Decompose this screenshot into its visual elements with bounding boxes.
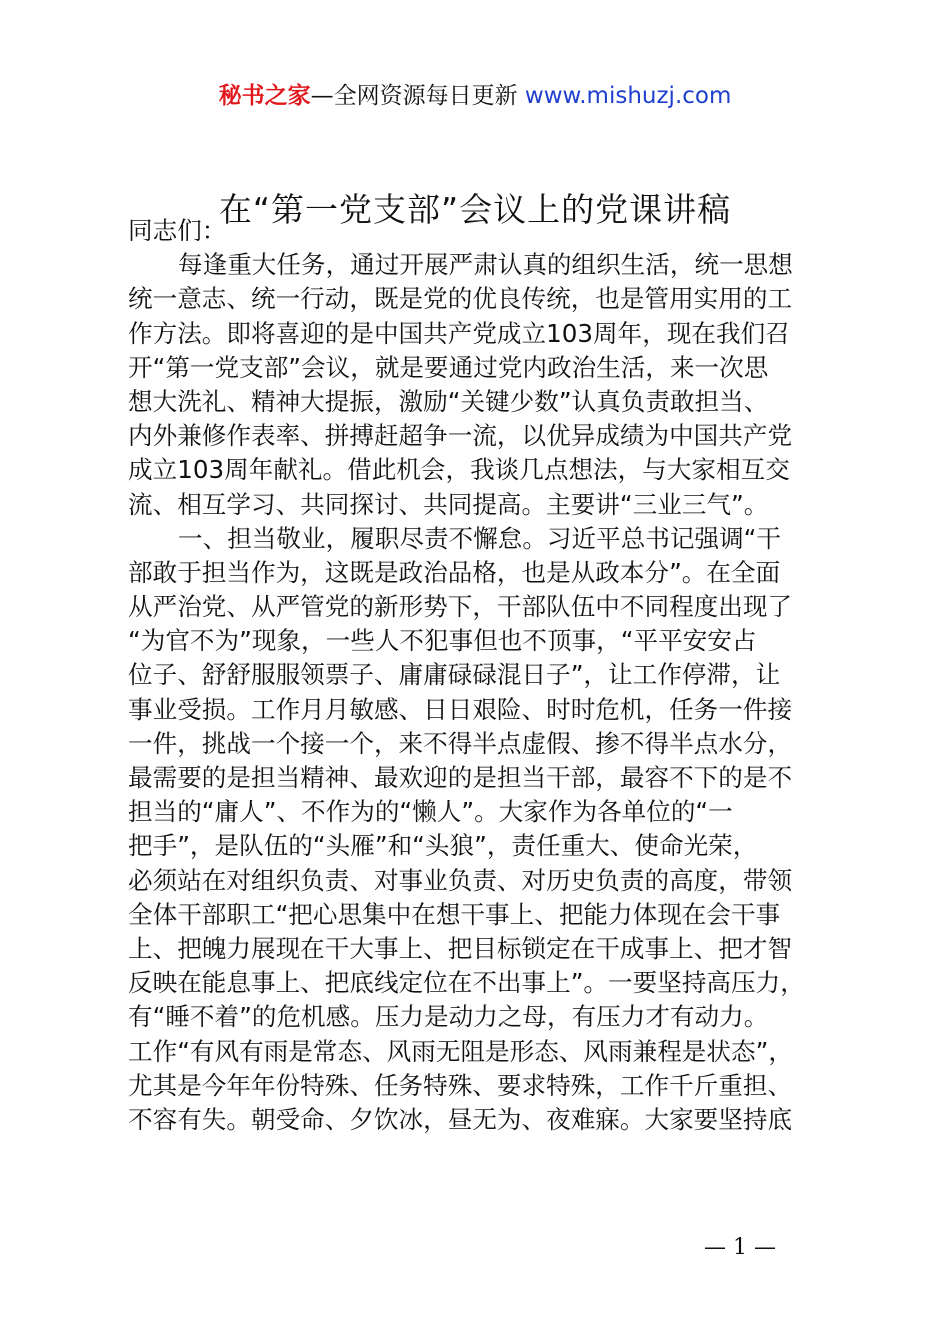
paragraph-line: 每逢重大任务，通过开展严肃认真的组织生活，统一思想 bbox=[178, 250, 793, 280]
salutation: 同志们： bbox=[128, 216, 227, 245]
site-brand: 秘书之家 bbox=[218, 83, 311, 109]
document-title: 在“第一党支部”会议上的党课讲稿 bbox=[218, 190, 732, 229]
paragraph-line: 不容有失。朝受命、夕饮冰，昼无为、夜难寐。大家要坚持底 bbox=[128, 1104, 793, 1134]
site-tagline: —全网资源每日更新 bbox=[310, 83, 525, 109]
paragraph-line: 事业受损。工作月月敏感、日日艰险、时时危机，任务一件接 bbox=[128, 694, 793, 724]
paragraph-line: 必须站在对组织负责、对事业负责、对历史负责的高度，带领 bbox=[128, 865, 793, 895]
paragraph-line: 从严治党、从严管党的新形势下，干部队伍中不同程度出现了 bbox=[128, 592, 793, 622]
paragraph-line: 上、把魄力展现在干大事上、把目标锁定在干成事上、把才智 bbox=[128, 933, 793, 963]
sub-point-heading: 一要坚持高压力， bbox=[608, 968, 805, 998]
paragraph-line: 有“睡不着”的危机感。压力是动力之母，有压力才有动力。 bbox=[128, 1002, 769, 1032]
page-number: — 1 — bbox=[704, 1235, 776, 1260]
paragraph-text: 习近平总书记强调“干 bbox=[546, 523, 782, 553]
paragraph-line bbox=[128, 966, 840, 1000]
paragraph-line: “为官不为”现象，一些人不犯事但也不顶事，“平平安安占 bbox=[128, 626, 757, 656]
paragraph-line: 部敢于担当作为，这既是政治品格，也是从政本分”。在全面 bbox=[128, 557, 781, 587]
paragraph-line: 位子、舒舒服服领票子、庸庸碌碌混日子”，让工作停滞，让 bbox=[128, 660, 781, 690]
paragraph-line: 作方法。即将喜迎的是中国共产党成立103周年，现在我们召 bbox=[128, 318, 790, 348]
paragraph-line: 想大洗礼、精神大提振，激励“关键少数”认真负责敢担当、 bbox=[128, 386, 769, 416]
paragraph-line: 内外兼修作表率、拼搏赶超争一流，以优异成绩为中国共产党 bbox=[128, 421, 793, 451]
paragraph-line: 全体干部职工“把心思集中在想干事上、把能力体现在会干事 bbox=[128, 899, 781, 929]
paragraph-line: 尤其是今年年份特殊、任务特殊、要求特殊，工作千斤重担、 bbox=[128, 1070, 793, 1100]
paragraph-line: 担当的“庸人”、不作为的“懒人”。大家作为各单位的“一 bbox=[128, 797, 733, 827]
site-header bbox=[0, 80, 950, 112]
paragraph-line: 统一意志、统一行动，既是党的优良传统，也是管用实用的工 bbox=[128, 284, 793, 314]
section-heading: 一、担当敬业，履职尽责不懈怠。 bbox=[178, 523, 547, 553]
document-body bbox=[128, 214, 840, 1137]
paragraph-line: 工作“有风有雨是常态、风雨无阻是形态、风雨兼程是状态”， bbox=[128, 1036, 793, 1066]
paragraph-line: 开“第一党支部”会议，就是要通过党内政治生活，来一次思 bbox=[128, 352, 769, 382]
site-url[interactable]: www.mishuzj.com bbox=[524, 83, 732, 109]
paragraph-line: 成立103周年献礼。借此机会，我谈几点想法，与大家相互交 bbox=[128, 455, 790, 485]
paragraph-line: 把手”，是队伍的“头雁”和“头狼”，责任重大、使命光荣， bbox=[128, 831, 758, 861]
paragraph-line: 最需要的是担当精神、最欢迎的是担当干部，最容不下的是不 bbox=[128, 763, 793, 792]
paragraph-text: 反映在能息事上、把底线定位在不出事上”。 bbox=[128, 968, 609, 998]
paragraph-line: 流、相互学习、共同探讨、共同提高。主要讲“三业三气”。 bbox=[128, 489, 769, 519]
paragraph-line: 一件，挑战一个接一个，来不得半点虚假、掺不得半点水分， bbox=[128, 728, 793, 758]
section-heading-line bbox=[128, 522, 840, 556]
